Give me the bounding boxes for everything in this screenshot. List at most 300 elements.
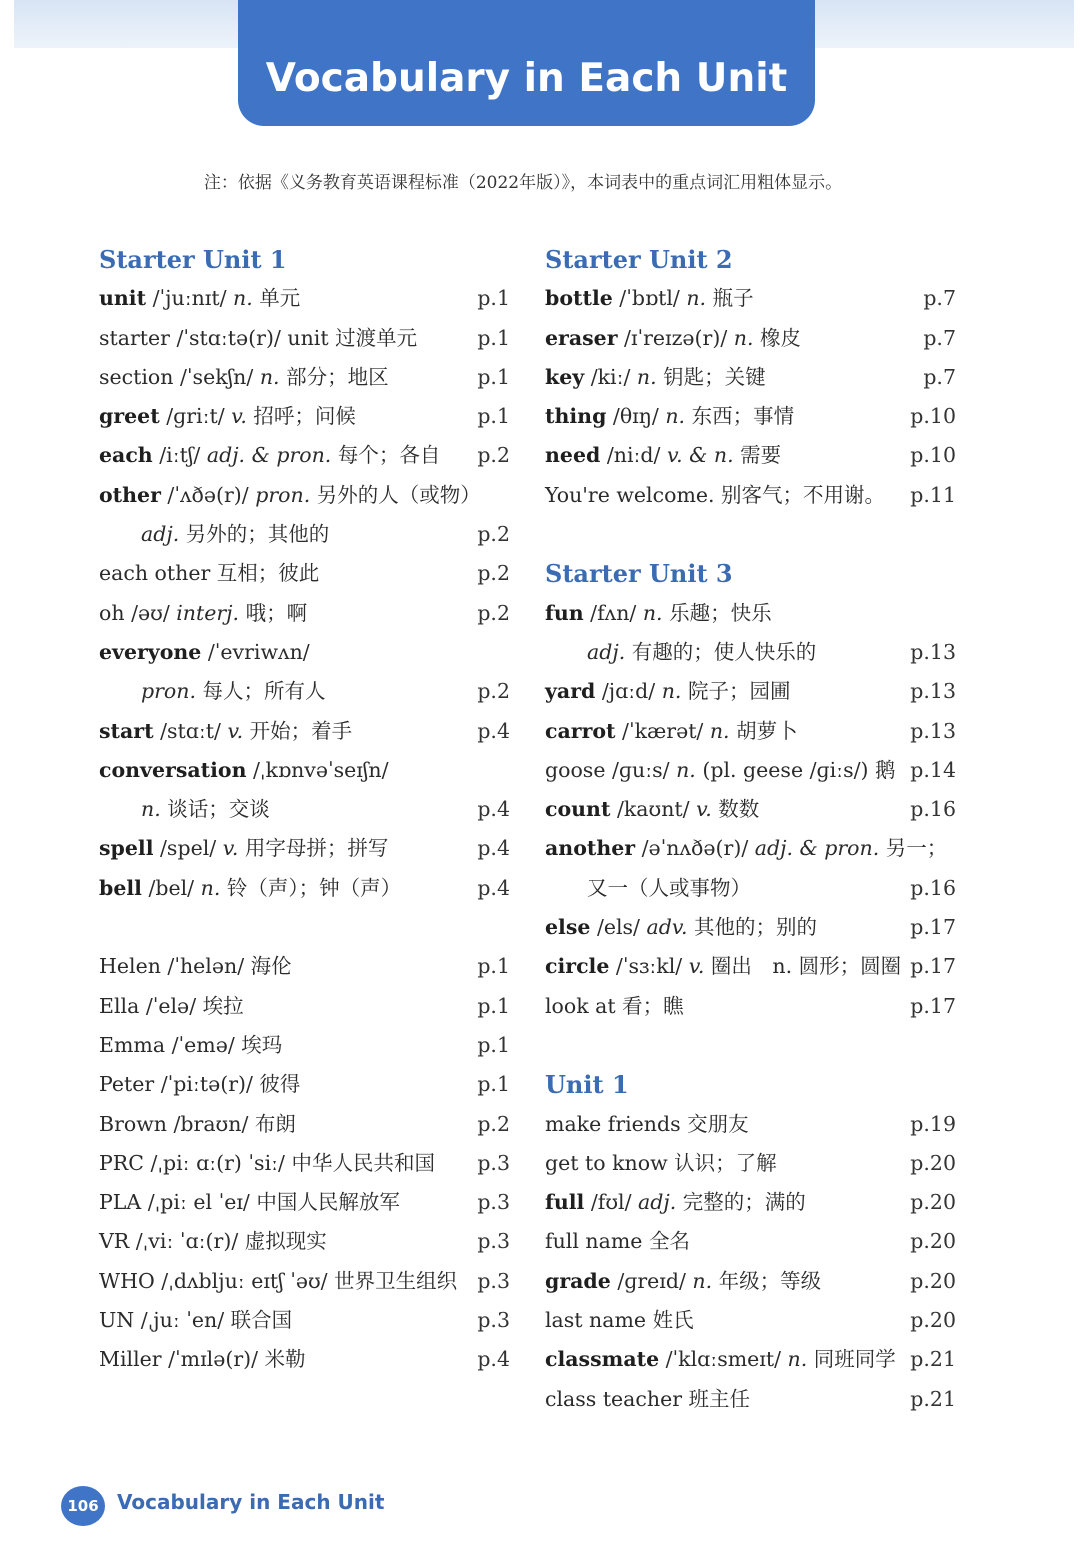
entry-word: Ella (99, 993, 140, 1018)
entry-text (545, 987, 684, 1026)
entry-word: PLA (99, 1190, 142, 1215)
entry-text (99, 1340, 306, 1379)
entry-phonetic: /ˈpiːtə(r)/ 彼得 (154, 1072, 301, 1097)
page-ref: p.2 (477, 522, 510, 547)
page-ref: p.13 (910, 718, 956, 743)
page-ref: p.19 (910, 1111, 956, 1136)
page-ref: p.3 (477, 1308, 510, 1333)
page-ref: p.13 (910, 679, 956, 704)
entry-text (99, 633, 310, 672)
entry-phonetic: /ˈevriwʌn/ (201, 639, 310, 664)
entry-part-of-speech: adj. (587, 639, 626, 664)
vocab-entry (99, 751, 510, 790)
entry-word: class teacher (545, 1386, 683, 1411)
vocab-entry (99, 869, 510, 908)
unit-heading: Starter Unit 1 (99, 245, 287, 274)
vocab-entry (99, 594, 510, 633)
entry-text (545, 594, 772, 633)
entry-text (141, 515, 329, 554)
vocab-entry (99, 829, 510, 868)
entry-phonetic: 交朋友 (680, 1111, 749, 1136)
page-ref: p.14 (910, 757, 956, 782)
page-ref: p.1 (477, 325, 510, 350)
entry-text (99, 436, 440, 475)
vocab-entry (545, 908, 956, 947)
entry-word: You're welcome. (545, 482, 715, 507)
vocab-entry (545, 594, 956, 633)
entry-text (99, 712, 352, 751)
left-column (99, 240, 510, 1380)
vocab-entry (545, 829, 956, 868)
entry-gloss: 同班同学 (807, 1347, 896, 1372)
page-ref: p.1 (477, 1032, 510, 1057)
entry-word: conversation (99, 757, 247, 782)
page-ref: p.17 (910, 954, 956, 979)
entry-word: key (545, 364, 585, 389)
entry-part-of-speech: adj. (141, 522, 180, 547)
vocab-entry (99, 1301, 510, 1340)
entry-text (545, 1144, 777, 1183)
entry-word: Miller (99, 1347, 162, 1372)
entry-text (545, 1301, 694, 1340)
entry-text (99, 751, 389, 790)
entry-text (99, 1105, 296, 1144)
vocab-entry (545, 672, 956, 711)
entry-text (545, 319, 801, 358)
vocab-entry (99, 279, 510, 318)
entry-word: bell (99, 875, 142, 900)
entry-phonetic: /niːd/ (600, 443, 667, 468)
entry-text (99, 1026, 282, 1065)
entry-word: start (99, 718, 154, 743)
page-ref: p.20 (910, 1190, 956, 1215)
entry-part-of-speech: adj. & pron. (206, 443, 332, 468)
entry-gloss: 另外的；其他的 (179, 522, 330, 547)
entry-word: section (99, 364, 174, 389)
page-ref: p.1 (477, 364, 510, 389)
entry-gloss: 谈话；交谈 (160, 797, 270, 822)
page-ref: p.2 (477, 679, 510, 704)
entry-phonetic: /spel/ (153, 836, 223, 861)
entry-word: Emma (99, 1032, 166, 1057)
entry-phonetic: /ˈelə/ 埃拉 (139, 993, 244, 1018)
entry-phonetic: /ˈstɑːtə(r)/ unit 过渡单元 (169, 325, 418, 350)
entry-word: need (545, 443, 601, 468)
vocab-entry (99, 436, 510, 475)
entry-continuation (99, 672, 510, 711)
vocab-entry (99, 1262, 510, 1301)
entry-phonetic: /jɑːd/ (595, 679, 662, 704)
entry-word: thing (545, 404, 607, 429)
page-ref: p.16 (910, 875, 956, 900)
entry-text (99, 1144, 435, 1183)
entry-word: each (99, 443, 153, 468)
entry-part-of-speech: interj. (176, 600, 240, 625)
vocab-entry (99, 947, 510, 986)
entry-gloss: 用字母拼；拼写 (238, 836, 389, 861)
vocab-entry (545, 751, 956, 790)
vocab-entry (99, 1026, 510, 1065)
entry-gloss: 开始；着手 (243, 718, 353, 743)
entry-phonetic: /ˈhelən/ 海伦 (160, 954, 292, 979)
entry-text (545, 1105, 749, 1144)
entry-word: last name (545, 1308, 647, 1333)
entry-text (141, 790, 270, 829)
vocab-entry (545, 1222, 956, 1261)
entry-text (545, 908, 817, 947)
entry-continuation (545, 869, 956, 908)
entry-gloss: 橡皮 (753, 325, 802, 350)
entry-phonetic: /ˈʌðə(r)/ (160, 482, 256, 507)
page-ref: p.17 (910, 993, 956, 1018)
entry-phonetic: 互相；彼此 (210, 561, 320, 586)
vocab-entry (545, 1144, 956, 1183)
entry-phonetic: /θɪŋ/ (606, 404, 666, 429)
entry-gloss: 哦；啊 (239, 600, 308, 625)
entry-phonetic: 别客气；不用谢。 (714, 482, 886, 507)
entry-part-of-speech: n. (733, 325, 754, 350)
entry-text (141, 672, 326, 711)
entry-word: WHO (99, 1268, 155, 1293)
vocab-entry (99, 397, 510, 436)
entry-word: yard (545, 679, 596, 704)
page-ref: p.16 (910, 797, 956, 822)
entry-phonetic: 姓氏 (646, 1308, 694, 1333)
entry-word: carrot (545, 718, 616, 743)
page-ref: p.3 (477, 1190, 510, 1215)
entry-part-of-speech: n. (141, 797, 161, 822)
entry-text (545, 672, 790, 711)
vocab-entry (99, 1144, 510, 1183)
vocab-entry (545, 476, 956, 515)
entry-text (545, 712, 798, 751)
entry-phonetic: /ˌpiː el ˈeɪ/ 中国人民解放军 (141, 1190, 400, 1215)
entry-word: full name (545, 1229, 643, 1254)
entry-text (545, 436, 781, 475)
entry-part-of-speech: adj. & pron. (754, 836, 880, 861)
vocab-entry (545, 1301, 956, 1340)
entry-gloss: 另外的人（或物） (310, 482, 481, 507)
entry-phonetic: 认识；了解 (667, 1150, 777, 1175)
entry-gloss: 院子；园圃 (681, 679, 791, 704)
entry-text (545, 358, 766, 397)
entry-text (99, 554, 319, 593)
entry-text (99, 279, 300, 318)
page-ref: p.2 (477, 600, 510, 625)
entry-text (545, 1183, 806, 1222)
vocab-entry (545, 712, 956, 751)
entry-word: look at (545, 993, 616, 1018)
page-ref: p.20 (910, 1308, 956, 1333)
page-ref: p.4 (477, 1347, 510, 1372)
entry-phonetic: /ˈsɜːkl/ (609, 954, 689, 979)
vocab-entry (545, 790, 956, 829)
entry-phonetic: /kiː/ (584, 364, 637, 389)
vocab-entry (99, 1222, 510, 1261)
entry-phonetic: /ˈbɒtl/ (612, 286, 687, 311)
entry-continuation (545, 633, 956, 672)
entry-text (545, 751, 896, 790)
page-number-badge: 106 (61, 1486, 105, 1526)
vocab-entry (545, 358, 956, 397)
entry-word: VR (99, 1229, 130, 1254)
entry-part-of-speech: n. (665, 404, 686, 429)
entry-text (99, 319, 417, 358)
entry-word: count (545, 797, 611, 822)
page-ref: p.21 (910, 1386, 956, 1411)
vocab-entry (545, 436, 956, 475)
entry-part-of-speech: n. (787, 1347, 808, 1372)
vocab-entry (99, 987, 510, 1026)
entry-text (587, 633, 816, 672)
entry-gloss: (pl. geese /ɡiːs/) 鹅 (695, 757, 896, 782)
entry-phonetic: /əˈnʌðə(r)/ (635, 836, 755, 861)
entry-part-of-speech: n. (642, 600, 663, 625)
page-ref: p.4 (477, 797, 510, 822)
entry-text (545, 1262, 821, 1301)
entry-word: get to know (545, 1150, 668, 1175)
entry-text (99, 358, 389, 397)
entry-part-of-speech: v. & n. (666, 443, 734, 468)
entry-phonetic: /stɑːt/ (153, 718, 228, 743)
vocab-entry (545, 397, 956, 436)
page-ref: p.2 (477, 443, 510, 468)
entry-part-of-speech: n. (692, 1268, 713, 1293)
vocab-entry (545, 1380, 956, 1419)
entry-phonetic: /ˌkɒnvəˈseɪʃn/ (246, 757, 389, 782)
entry-part-of-speech: n. (709, 718, 730, 743)
entry-text (545, 1222, 690, 1261)
entry-text (545, 1380, 750, 1419)
entry-word: make friends (545, 1111, 681, 1136)
page-ref: p.7 (923, 364, 956, 389)
vocab-entry (99, 712, 510, 751)
unit-heading: Starter Unit 3 (545, 559, 733, 589)
entry-phonetic: /braʊn/ 布朗 (166, 1111, 296, 1136)
vocab-entry (545, 1340, 956, 1379)
entry-word: spell (99, 836, 154, 861)
page-ref: p.2 (477, 561, 510, 586)
entry-gloss: 有趣的；使人快乐的 (625, 639, 817, 664)
page-title: Vocabulary in Each Unit (265, 55, 788, 101)
vocab-entry (545, 279, 956, 318)
page-ref: p.7 (923, 325, 956, 350)
entry-text (545, 279, 754, 318)
entry-word: circle (545, 954, 610, 979)
entry-phonetic: /fʌn/ (583, 600, 643, 625)
note-text: 注：依据《义务教育英语课程标准（2022年版）》，本词表中的重点词汇用粗体显示。 (203, 173, 843, 193)
vocab-entry (99, 476, 510, 515)
entry-text (99, 1183, 400, 1222)
vocab-entry (545, 987, 956, 1026)
entry-word: bottle (545, 286, 613, 311)
entry-word: Peter (99, 1072, 155, 1097)
entry-word: grade (545, 1268, 611, 1293)
page-ref: p.2 (477, 1111, 510, 1136)
page-ref: p.7 (923, 286, 956, 311)
vocab-entry (99, 554, 510, 593)
entry-text (99, 1222, 327, 1261)
page-ref: p.20 (910, 1229, 956, 1254)
entry-text (545, 829, 947, 868)
entry-phonetic: /ˌviː ˈɑː(r)/ 虚拟现实 (129, 1229, 327, 1254)
entry-text (587, 869, 751, 908)
page-ref: p.10 (910, 443, 956, 468)
entry-word: oh (99, 600, 125, 625)
right-column (545, 240, 956, 1419)
entry-text (99, 397, 356, 436)
entry-phonetic: /els/ (590, 915, 647, 940)
page-ref: p.3 (477, 1268, 510, 1293)
entry-phonetic: /ɪˈreɪzə(r)/ (617, 325, 734, 350)
entry-text (545, 790, 759, 829)
entry-gloss: 其他的；别的 (687, 915, 818, 940)
entry-text (99, 1262, 457, 1301)
page-ref: p.3 (477, 1150, 510, 1175)
entry-word: full (545, 1190, 585, 1215)
page-ref: p.20 (910, 1150, 956, 1175)
page-ref: p.4 (477, 836, 510, 861)
entry-part-of-speech: v. (227, 718, 244, 743)
entry-word: Brown (99, 1111, 167, 1136)
page-ref: p.1 (477, 993, 510, 1018)
entry-gloss: 瓶子 (706, 286, 754, 311)
entry-text (99, 476, 481, 515)
page-ref: p.21 (910, 1347, 956, 1372)
entry-text (545, 397, 794, 436)
entry-part-of-speech: adv. (646, 915, 688, 940)
entry-word: greet (99, 404, 160, 429)
entry-phonetic: /ɡriːt/ (159, 404, 232, 429)
entry-text (545, 476, 885, 515)
entry-phonetic: /ˌdʌbljuː eɪtʃ ˈəʊ/ 世界卫生组织 (154, 1268, 458, 1293)
entry-word: starter (99, 325, 170, 350)
entry-gloss: 每个；各自 (331, 443, 441, 468)
footer-title: Vocabulary in Each Unit (117, 1490, 385, 1514)
entry-part-of-speech: n. (200, 875, 221, 900)
entry-gloss: 铃（声）；钟（声） (220, 875, 402, 900)
entry-phonetic: 又一（人或事物） (587, 875, 751, 900)
entry-continuation (99, 515, 510, 554)
entry-word: another (545, 836, 636, 861)
entry-gloss: 胡萝卜 (729, 718, 798, 743)
entry-text (545, 947, 901, 986)
entry-part-of-speech: v. (688, 954, 705, 979)
entry-word: PRC (99, 1150, 144, 1175)
vocab-entry (99, 1065, 510, 1104)
entry-text (99, 1301, 292, 1340)
entry-word: each other (99, 561, 211, 586)
entry-gloss: 单元 (252, 286, 301, 311)
vocab-entry (99, 358, 510, 397)
entry-part-of-speech: n. (686, 286, 707, 311)
entry-gloss: 招呼；问候 (246, 404, 356, 429)
entry-gloss: 需要 (733, 443, 782, 468)
entry-phonetic: 看；瞧 (615, 993, 684, 1018)
entry-part-of-speech: n. (661, 679, 682, 704)
entry-phonetic: /ˈjuːnɪt/ (146, 286, 234, 311)
entry-phonetic: /ˈsekʃn/ (173, 364, 260, 389)
entry-phonetic: /əʊ/ (124, 600, 177, 625)
vocab-entry (99, 1340, 510, 1379)
vocab-entry (545, 1262, 956, 1301)
entry-text (99, 987, 244, 1026)
page-ref: p.1 (477, 286, 510, 311)
page-ref: p.1 (477, 1072, 510, 1097)
vocab-entry (99, 1105, 510, 1144)
entry-text (99, 1065, 300, 1104)
entry-text (99, 829, 388, 868)
entry-part-of-speech: v. (696, 797, 712, 822)
vocab-entry (545, 947, 956, 986)
page-ref: p.11 (910, 482, 956, 507)
entry-word: Helen (99, 954, 161, 979)
entry-phonetic: /ɡuːs/ (605, 757, 677, 782)
entry-gloss: 部分；地区 (279, 364, 389, 389)
vocab-entry (99, 633, 510, 672)
entry-part-of-speech: n. (233, 286, 253, 311)
entry-phonetic: 全名 (642, 1229, 690, 1254)
unit-heading: Unit 1 (545, 1070, 629, 1100)
entry-phonetic: /ˈemə/ 埃玛 (165, 1032, 283, 1057)
entry-word: other (99, 482, 161, 507)
page-ref: p.3 (477, 1229, 510, 1254)
unit-heading: Starter Unit 2 (545, 245, 733, 274)
entry-part-of-speech: n. (636, 364, 657, 389)
entry-phonetic: /ˌpiː ɑː(r) ˈsiː/ 中华人民共和国 (143, 1150, 435, 1175)
page-ref: p.10 (910, 404, 956, 429)
entry-part-of-speech: pron. (141, 679, 196, 704)
entry-text (545, 1340, 896, 1379)
spacer (545, 515, 956, 554)
title-banner (238, 0, 815, 126)
entry-gloss: 数数 (711, 797, 760, 822)
vocab-entry (545, 1105, 956, 1144)
entry-gloss: 完整的；满的 (676, 1190, 806, 1215)
entry-gloss: 钥匙；关键 (656, 364, 766, 389)
entry-word: classmate (545, 1347, 660, 1372)
entry-word: UN (99, 1308, 135, 1333)
entry-word: else (545, 915, 591, 940)
entry-phonetic: /ˈkærət/ (615, 718, 710, 743)
entry-phonetic: /ˈmɪlə(r)/ 米勒 (161, 1347, 306, 1372)
entry-part-of-speech: pron. (255, 482, 311, 507)
vocab-entry (99, 1183, 510, 1222)
entry-phonetic: /bel/ (141, 875, 201, 900)
entry-part-of-speech: n. (676, 757, 696, 782)
page-ref: p.4 (477, 718, 510, 743)
page-ref: p.20 (910, 1268, 956, 1293)
page-ref: p.4 (477, 875, 510, 900)
entry-phonetic: /ˈklɑːsmeɪt/ (659, 1347, 788, 1372)
entry-phonetic: 班主任 (682, 1386, 751, 1411)
spacer (99, 908, 510, 947)
entry-text (99, 869, 401, 908)
entry-phonetic: /iːtʃ/ (152, 443, 207, 468)
entry-phonetic: /kaʊnt/ (610, 797, 697, 822)
entry-continuation (99, 790, 510, 829)
entry-word: everyone (99, 639, 202, 664)
entry-gloss: 乐趣；快乐 (662, 600, 772, 625)
entry-word: unit (99, 286, 147, 311)
entry-part-of-speech: v. (231, 404, 247, 429)
entry-gloss: 年级；等级 (712, 1268, 822, 1293)
entry-word: eraser (545, 325, 618, 350)
entry-word: goose (545, 757, 606, 782)
entry-part-of-speech: v. (222, 836, 239, 861)
entry-phonetic: /fʊl/ (584, 1190, 639, 1215)
entry-part-of-speech: n. (259, 364, 280, 389)
